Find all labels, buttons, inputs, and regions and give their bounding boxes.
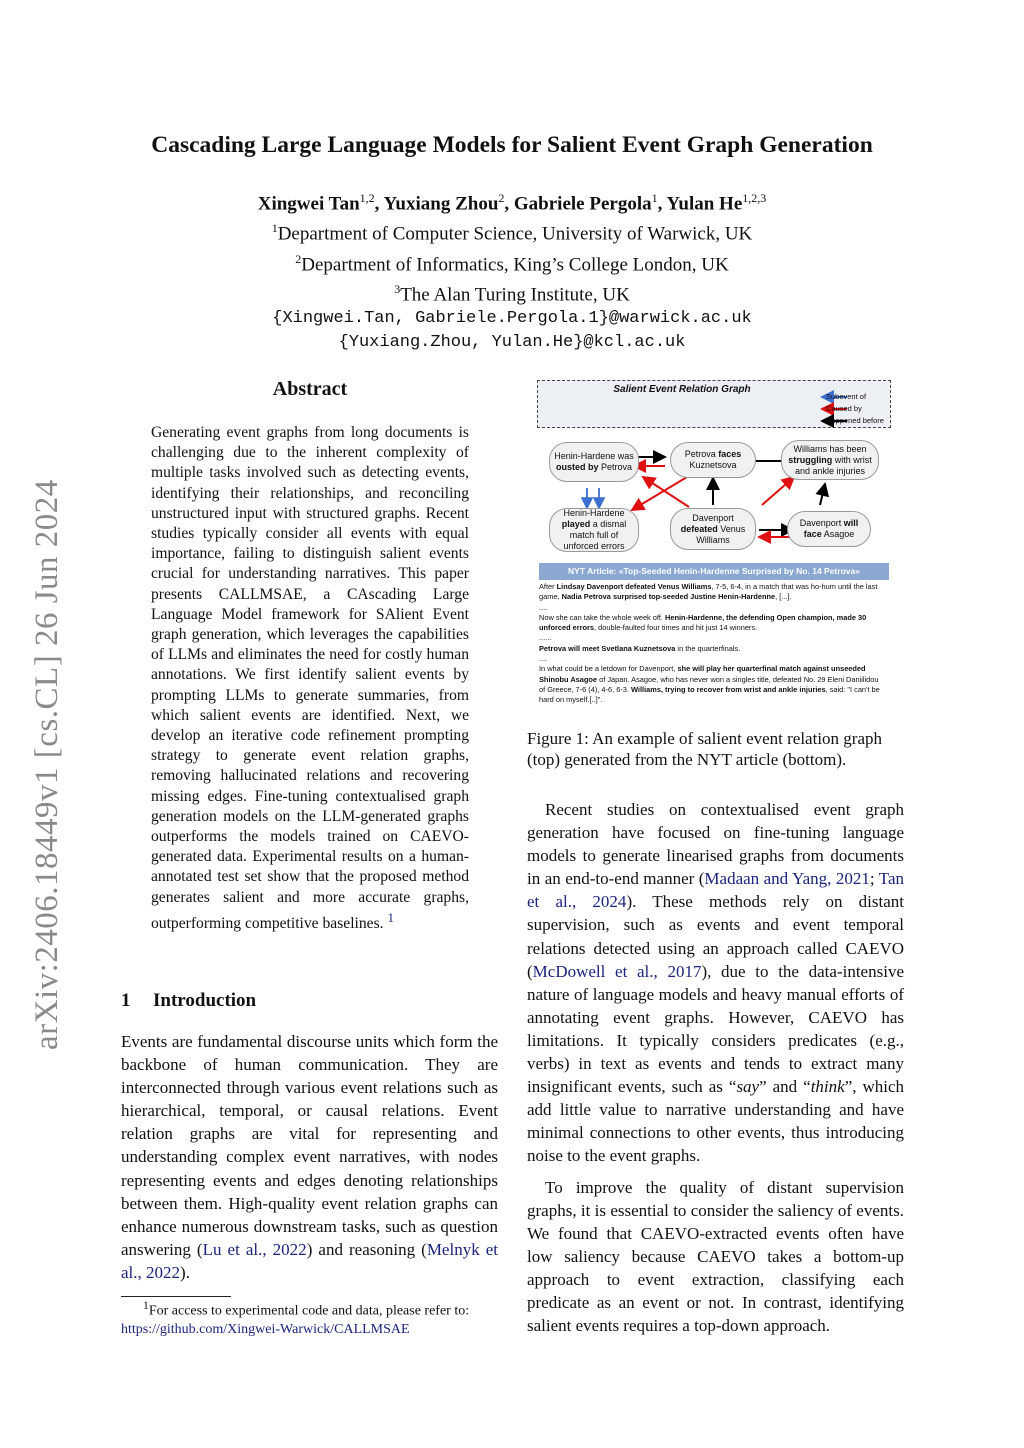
- node-text: Davenport: [799, 518, 844, 528]
- intro-paragraph: [121, 1030, 498, 1284]
- nyt-paragraph: [539, 664, 885, 705]
- event-node: [549, 508, 639, 552]
- node-text: Petrova: [684, 449, 719, 459]
- nyt-article-text: [539, 582, 885, 706]
- author-name: Xingwei Tan: [257, 193, 360, 215]
- event-node: [787, 511, 871, 547]
- event-node: [670, 442, 756, 478]
- node-verb: played: [561, 519, 591, 529]
- text: In what could be a letdown for Davenport,: [539, 664, 678, 674]
- author-name: Gabriele Pergola: [513, 193, 652, 215]
- text: ). These methods rely on distant supervision, such as events and event temporal relations detected using an approach called CAEVO (: [527, 892, 904, 981]
- affiliation-sup: 3: [394, 281, 401, 296]
- event-node: [549, 442, 639, 482]
- legend-label: Caused by: [826, 404, 862, 413]
- paragraph: To improve the quality of distant supervision graphs, it is essential to consider the saliency of events. We found that CAEVO-extracted events often have low saliency because CAEVO takes a bottom-up approach to event extraction, classifying each predicate as an event or not. In contrast, identifying salient events requires a top-down approach.: [527, 1177, 904, 1336]
- italic-word: say: [736, 1077, 760, 1097]
- text: , said: "I can't be hard on myself.[..]".: [539, 684, 880, 705]
- highlight: Nadia Petrova surprised top-seeded Justine Henin-Hardenne: [561, 592, 776, 602]
- highlight: Lindsay Davenport defeated Venus Williams: [556, 582, 712, 591]
- affiliation-sup: 1: [271, 221, 278, 236]
- node-text: Henin-Hardene: [563, 508, 625, 518]
- author-name: Yulan He: [666, 193, 743, 215]
- text: ).: [180, 1262, 190, 1282]
- text: , double-faulted four times and hit just 14 winners.: [594, 623, 758, 633]
- email-line: {Yuxiang.Zhou, Yulan.He}@kcl.ac.uk: [338, 333, 686, 353]
- node-text: Kuznetsova: [689, 460, 737, 470]
- node-text: Asagoe: [821, 529, 855, 539]
- footnote-text: For access to experimental code and data, please refer to:: [148, 1303, 470, 1319]
- text: ;: [869, 869, 879, 889]
- section-title: Introduction: [153, 990, 257, 1011]
- highlight: Petrova will meet Svetlana Kuznetsova: [539, 643, 676, 653]
- author-sup: 1,2,3: [742, 191, 767, 205]
- edge-caused: [643, 477, 689, 507]
- footnote-mark: 1: [143, 1299, 149, 1312]
- affiliation-text: The Alan Turing Institute, UK: [400, 284, 630, 306]
- abstract-heading: Abstract: [272, 378, 348, 400]
- text: After: [539, 582, 557, 591]
- edge-caused: [762, 477, 794, 505]
- figure-caption: Figure 1: An example of salient event relation graph (top) generated from the NYT article (bottom).: [527, 729, 883, 769]
- footnote: [121, 1297, 511, 1339]
- text: Recent studies on contextualised event graph generation have focused on fine-tuning language models to generate linearised graphs from documents in an end-to-end manner (: [527, 800, 904, 889]
- affiliation: [0, 277, 1024, 307]
- text: of Japan. Asagoe, who has never won a singles title, defeated No. 29 Eleni Daniilidou of Greece, 7-6 (4), 4-6, 6-3.: [539, 674, 879, 694]
- paragraph: [527, 798, 904, 1168]
- citation-link[interactable]: Melnyk et al., 2022: [121, 1239, 499, 1282]
- citation-link[interactable]: Tan et al., 2024: [527, 869, 904, 912]
- text: ”, which add little value to narrative understanding and have minimal connections to other events, thus introducing noise to the event graphs.: [527, 1077, 905, 1166]
- text: ) and reasoning (: [306, 1239, 427, 1259]
- text: ” and “: [759, 1077, 811, 1097]
- section-heading: [121, 990, 256, 1012]
- citation-link[interactable]: Madaan and Yang, 2021: [704, 869, 870, 889]
- ellipsis: ....: [539, 654, 548, 664]
- event-node: [781, 440, 879, 480]
- node-verb: faces: [718, 449, 742, 459]
- authors-block: [0, 186, 1024, 355]
- node-text: Venus Williams: [696, 523, 746, 545]
- node-text: a dismal match full of unforced errors: [563, 519, 627, 551]
- legend-label: Happened before: [826, 416, 884, 425]
- author-sup: 2: [498, 191, 505, 205]
- email-line: {Xingwei.Tan, Gabriele.Pergola.1}@warwick.ac.uk: [272, 309, 752, 329]
- right-column: [527, 798, 904, 1337]
- figure-1: [537, 380, 891, 710]
- node-verb: struggling: [788, 454, 833, 465]
- italic-word: think: [810, 1077, 845, 1097]
- affiliation-text: Department of Informatics, King’s College London, UK: [301, 253, 729, 275]
- arxiv-stamp: arXiv:2406.18449v1 [cs.CL] 26 Jun 2024: [29, 479, 65, 1050]
- node-verb: ousted by: [555, 462, 599, 472]
- ellipsis: ......: [539, 633, 552, 643]
- abstract-text: Generating event graphs from long documents is challenging due to the inherent complexity of multiple tasks involved such as detecting events, identifying their relationships, and reconciling unstructured input with structured graphs. Recent studies typically consider all events with equal importance, failing to distinguish salient events crucial for understanding narratives. This paper presents CALLMSAE, a CAscading Large Language Model framework for SAlient Event graph generation, which leverages the capabilities of LLMs and eliminates the need for costly human annotations. We first identify salient events by prompting LLMs to generate summaries, from which salient events are identified. Next, we develop an iterative code refinement prompting strategy to generate event relation graphs, removing hallucinated relations and recovering missing edges. Fine-tuning contextualised graph generation models on the LLM-generated graphs outperforms the models trained on CAEVO-generated data. Experimental results on a human-annotated test set show that the proposed method generates salient and more accurate graphs, outperforming competitive baselines.: [151, 424, 469, 933]
- text: ), due to the data-intensive nature of language models and heavy manual efforts of annotating event graphs. However, CAEVO has limitations. It typically considers predicates (e.g., verbs) in text as events and tends to extract many insignificant events, such as “: [527, 961, 904, 1097]
- highlight: Williams, trying to recover from wrist and ankle injuries: [631, 684, 826, 694]
- nyt-paragraph: [539, 644, 885, 654]
- node-text: Williams has been: [793, 443, 867, 454]
- node-text: with wrist and ankle injuries: [794, 454, 872, 476]
- node-verb: will face: [803, 518, 859, 539]
- github-link[interactable]: https://github.com/Xingwei-Warwick/CALLMSAE: [121, 1321, 410, 1337]
- text: in the quarterfinals.: [675, 643, 741, 653]
- nyt-paragraph: [539, 613, 885, 634]
- node-text: Davenport: [692, 512, 734, 523]
- author-name: Yuxiang Zhou: [383, 193, 499, 215]
- node-text: Henin-Hardene was: [554, 451, 634, 461]
- footnote-ref[interactable]: 1: [387, 909, 394, 925]
- text: , 7-5, 6-4, in a match that was ho-hum until the last game,: [539, 582, 878, 602]
- node-verb: defeated: [680, 523, 718, 534]
- event-node: [670, 508, 756, 550]
- text: , [...].: [775, 592, 792, 602]
- author-list: Xingwei Tan$^{1,2}$, Yuxiang Zhou$^2$, Gabriele Pergola$^1$, Yulan He$^{1,2,3}$: [257, 191, 767, 215]
- nyt-article-bar: NYT Article: «Top-Seeded Henin-Hardenne Surprised by No. 14 Petrova»: [539, 563, 889, 580]
- legend-label: Subevent of: [826, 392, 867, 401]
- figure-header-title: Salient Event Relation Graph: [613, 384, 751, 395]
- text: Events are fundamental discourse units which form the backbone of human communication. They are interconnected through various event relations such as hierarchical, temporal, or causal relations. Event relation graphs are vital for representing and understanding complex event narratives, with nodes representing events and edges denoting relationships between them. High-quality event relation graphs can enhance numerous downstream tasks, such as question answering (: [121, 1032, 498, 1259]
- highlight: Henin-Hardenne, the defending Open champion, made 30 unforced errors: [539, 612, 867, 633]
- author-sup: 1,2: [359, 191, 375, 205]
- paper-title: Cascading Large Language Models for Salient Event Graph Generation: [151, 132, 873, 158]
- affiliation-sup: 2: [295, 251, 302, 266]
- edge-caused: [632, 477, 687, 510]
- author-sup: 1: [651, 191, 658, 205]
- ellipsis: ....: [539, 602, 548, 612]
- edge-before: [820, 484, 825, 505]
- node-text: Petrova: [598, 462, 633, 472]
- nyt-paragraph: [539, 582, 885, 603]
- text: Now she can take the whole week off.: [539, 612, 665, 622]
- section-number: 1: [121, 990, 131, 1011]
- citation-link[interactable]: McDowell et al., 2017: [532, 961, 702, 981]
- citation-link[interactable]: Lu et al., 2022: [202, 1239, 307, 1259]
- affiliation: [0, 216, 1024, 246]
- affiliation: [0, 247, 1024, 277]
- abstract-body: [151, 423, 469, 934]
- affiliation-text: Department of Computer Science, University of Warwick, UK: [277, 223, 753, 245]
- highlight: she will play her quarterfinal match against unseeded Shinobu Asagoe: [539, 664, 866, 684]
